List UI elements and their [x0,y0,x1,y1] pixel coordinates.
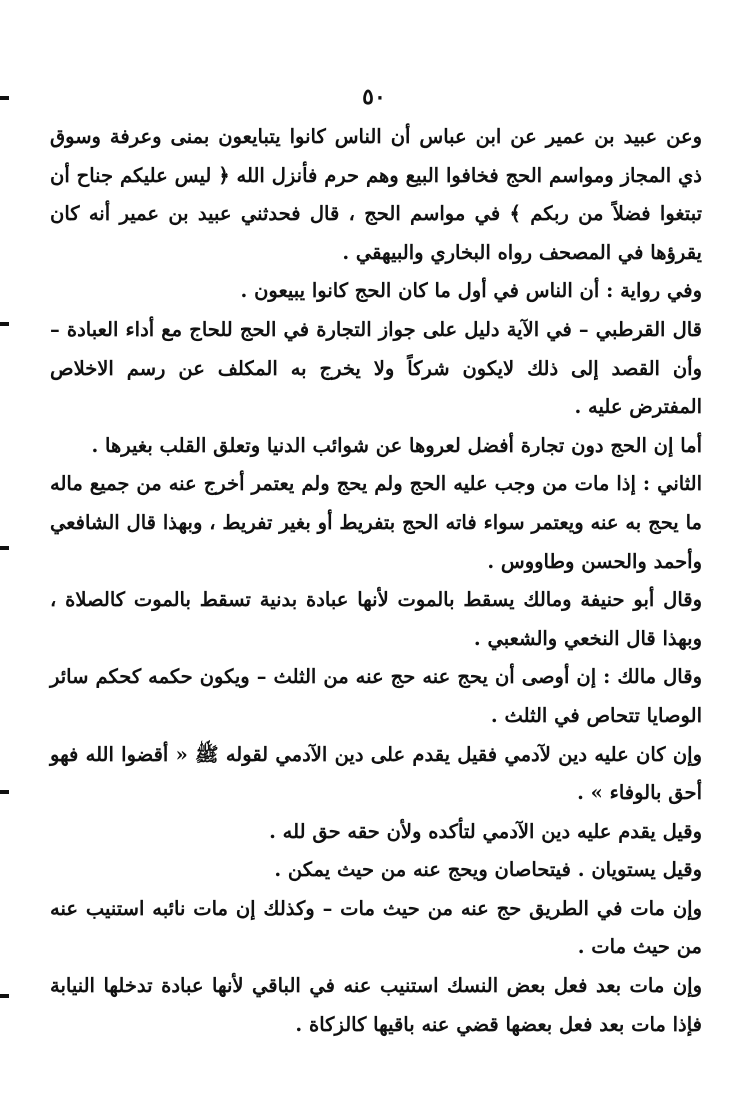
scan-edge-mark [0,96,9,100]
scan-edge-mark [0,994,9,998]
scan-edge-mark [0,322,9,326]
paragraph: قال القرطبي – في الآية دليل على جواز التجارة في الحج للحاج مع أداء العبادة – وأن القصد إلى ذلك لايكون شركاً ولا يخرج به المكلف عن رسم الاخلاص المفترض عليه . [50,317,702,419]
paragraph: وفي رواية : أن الناس في أول ما كان الحج كانوا يبيعون . [240,279,702,303]
paragraph: وقال أبو حنيفة ومالك يسقط بالموت لأنها عبادة بدنية تسقط بالموت كالصلاة ، وبهذا قال النخعي والشعبي . [50,588,702,650]
page-number: ٥٠ [362,84,386,110]
paragraph: وعن عبيد بن عمير عن ابن عباس أن الناس كانوا يتبايعون بمنى وعرفة وسوق ذي المجاز ومواسم الحج فخافوا البيع وهم حرم فأنزل الله ﴿ ليس عليكم جناح أن تبتغوا فضلاً من ربكم ﴾ في مواسم الحج ، قال فحدثني عبيد بن عمير أنه كان يقرؤها في المصحف رواه البخاري والبيهقي . [50,125,702,264]
paragraph: وإن كان عليه دين لآدمي فقيل يقدم على دين الآدمي لقوله ﷺ « أقضوا الله فهو أحق بالوفاء » . [50,742,702,805]
paragraph: أما إن الحج دون تجارة أفضل لعروها عن شوائب الدنيا وتعلق القلب بغيرها . [91,433,702,457]
paragraph: وإن مات بعد فعل بعض النسك استنيب عنه في الباقي لأنها عبادة تدخلها النيابة فإذا مات بعد فعل بعضها قضي عنه باقيها كالزكاة . [50,974,702,1036]
scan-edge-mark [0,546,9,550]
body-text [50,118,702,1044]
paragraph: الثاني : إذا مات من وجب عليه الحج ولم يحج ولم يعتمر أخرج عنه من جميع ماله ما يحج به عنه ويعتمر سواء فاته الحج بتفريط أو بغير تفريط ، وبهذا قال الشافعي وأحمد والحسن وطاووس . [50,472,702,573]
paragraph: وإن مات في الطريق حج عنه من حيث مات – وكذلك إن مات نائبه استنيب عنه من حيث مات . [50,896,702,959]
paragraph: وقال مالك : إن أوصى أن يحج عنه حج عنه من الثلث – ويكون حكمه كحكم سائر الوصايا تتحاص في الثلث . [50,665,702,727]
scan-edge-mark [0,790,9,794]
paragraph: وقيل يقدم عليه دين الآدمي لتأكده ولأن حقه حق لله . [269,819,702,843]
paragraph: وقيل يستويان . فيتحاصان ويحج عنه من حيث يمكن . [274,858,702,882]
